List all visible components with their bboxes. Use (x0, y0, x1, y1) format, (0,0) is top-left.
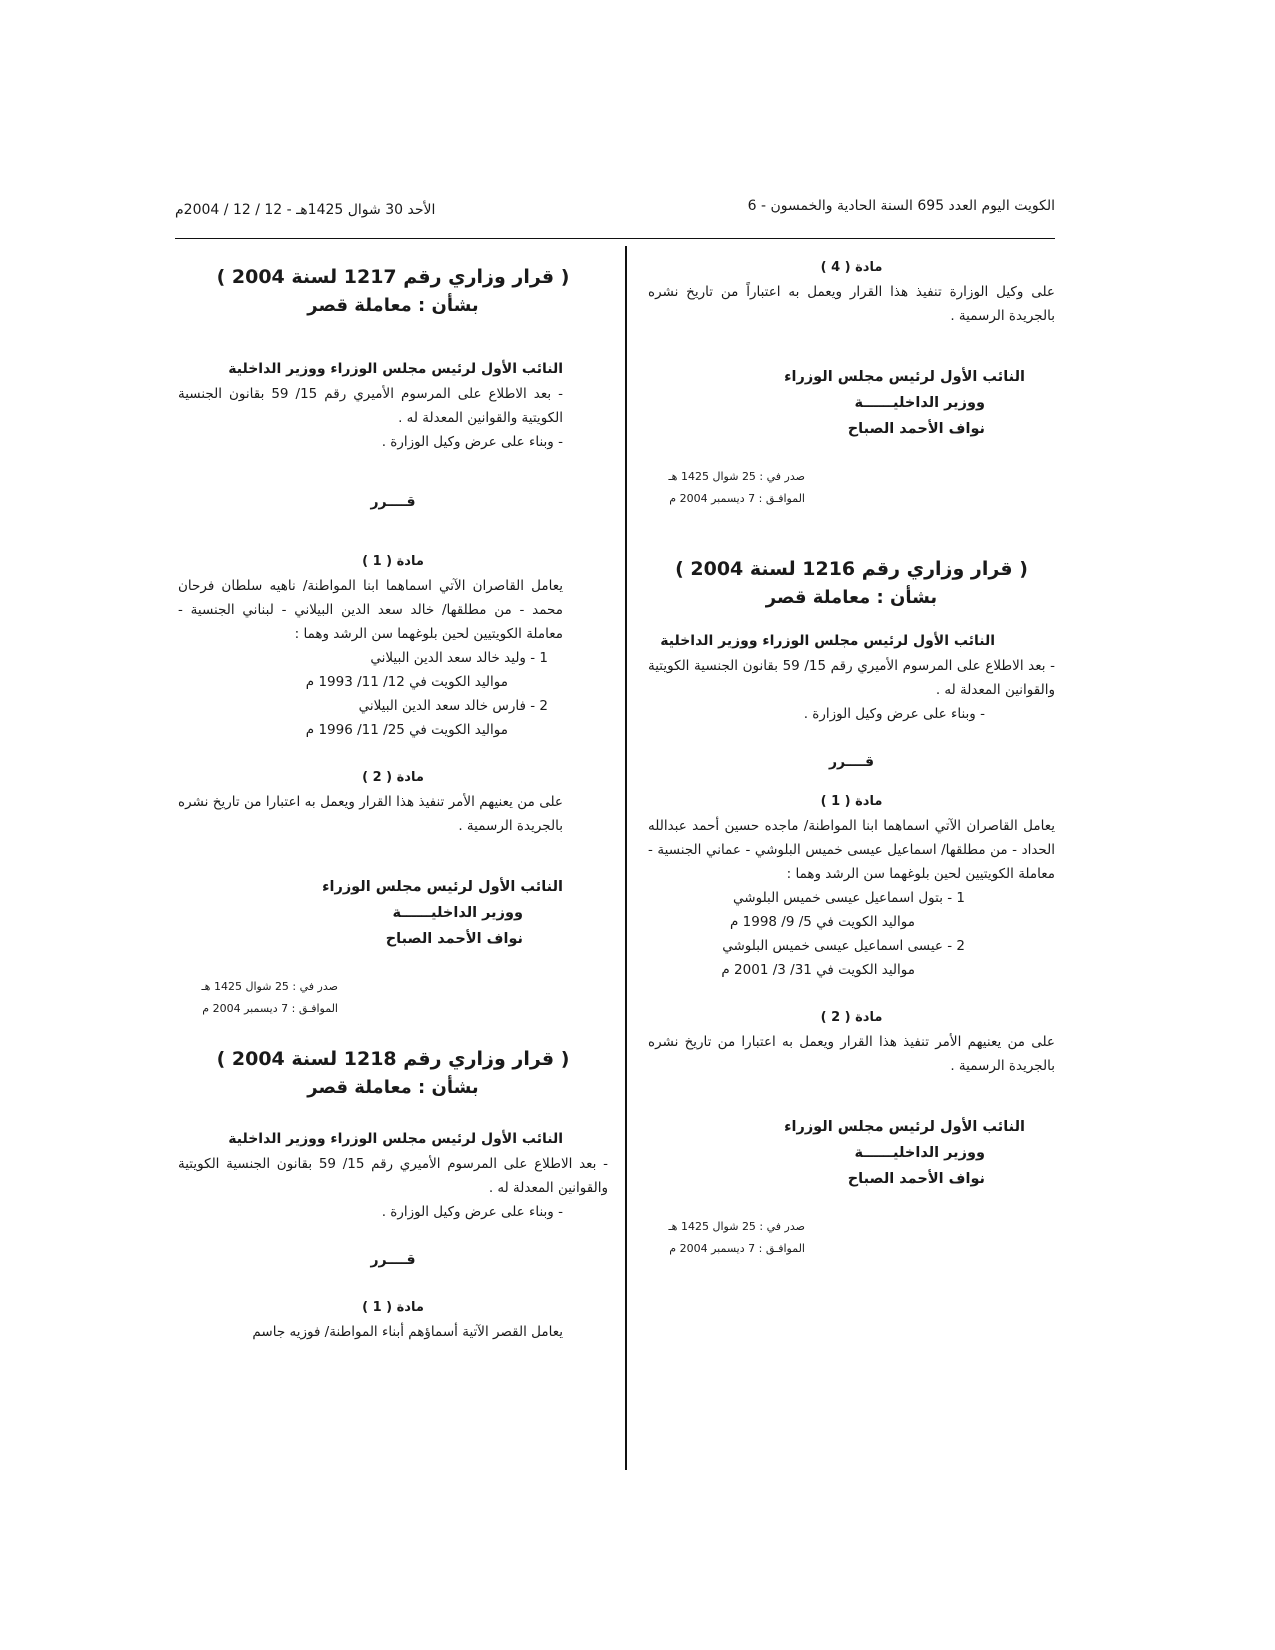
issued-date-gregorian: الموافـق : 7 ديسمبر 2004 م (669, 492, 805, 505)
preamble-item: - بعد الاطلاع على المرسوم الأميري رقم 15/ 59 بقانون الجنسية الكويتية والقوانين المعدلة له . (178, 386, 564, 426)
minor-birth: مواليد الكويت في 12/ 11/ 1993 م (305, 674, 508, 690)
decides-heading: قــــرر (828, 754, 875, 770)
signature-ministry: ووزير الداخليــــــة (854, 395, 985, 411)
preamble-heading: النائب الأول لرئيس مجلس الوزراء ووزير الداخلية (660, 633, 995, 649)
preamble-item: - بعد الاطلاع على المرسوم الأميري رقم 15/ 59 بقانون الجنسية الكويتية والقوانين المعدلة له . (648, 658, 1055, 698)
decree-title: ( قرار وزاري رقم 1218 لسنة 2004 ) (216, 1048, 570, 1070)
article-heading: مادة ( 2 ) (362, 770, 424, 785)
header-date: الأحد 30 شوال 1425هـ - 12 / 12 / 2004م (175, 202, 436, 218)
decree-1217 (178, 262, 608, 1020)
preamble-item: - وبناء على عرض وكيل الوزارة . (381, 434, 563, 450)
decree-subject: بشأن : معاملة قصر (765, 587, 938, 608)
decree-subject: بشأن : معاملة قصر (307, 1077, 479, 1098)
article-text: على من يعنيهم الأمر تنفيذ هذا القرار ويعمل به اعتبارا من تاريخ نشره بالجريدة الرسمية . (178, 794, 563, 834)
preamble-item: - وبناء على عرض وكيل الوزارة . (381, 1204, 563, 1220)
decides-heading: قــــرر (370, 494, 416, 510)
article-text: على من يعنيهم الأمر تنفيذ هذا القرار ويعمل به اعتبارا من تاريخ نشره بالجريدة الرسمية . (648, 1034, 1055, 1074)
article-heading: مادة ( 1 ) (362, 554, 424, 569)
article-heading: مادة ( 4 ) (820, 260, 883, 275)
issued-date-hijri: صدر في : 25 شوال 1425 هـ (201, 980, 338, 993)
article-heading: مادة ( 1 ) (362, 1300, 424, 1315)
minor-name: 1 - وليد خالد سعد الدين البيلاني (370, 650, 548, 666)
decree-subject: بشأن : معاملة قصر (307, 295, 479, 316)
preamble-item: - وبناء على عرض وكيل الوزارة . (803, 706, 985, 722)
minor-birth: مواليد الكويت في 31/ 3/ 2001 م (721, 962, 915, 978)
article-heading: مادة ( 1 ) (820, 794, 883, 809)
issued-date-gregorian: الموافـق : 7 ديسمبر 2004 م (202, 1002, 338, 1015)
decides-heading: قــــرر (370, 1252, 416, 1268)
left-column (178, 262, 608, 1344)
header-issue-info: الكويت اليوم العدد 695 السنة الحادية والخمسون - 6 (747, 198, 1055, 214)
issued-date-hijri: صدر في : 25 شوال 1425 هـ (668, 1220, 805, 1233)
right-column (648, 256, 1055, 1260)
signature-title: النائب الأول لرئيس مجلس الوزراء (322, 879, 563, 895)
signature-name: نواف الأحمد الصباح (847, 421, 985, 437)
column-divider (625, 246, 627, 1470)
minor-birth: مواليد الكويت في 25/ 11/ 1996 م (305, 722, 508, 738)
decree-title: ( قرار وزاري رقم 1216 لسنة 2004 ) (675, 558, 1028, 580)
preamble-heading: النائب الأول لرئيس مجلس الوزراء ووزير الداخلية (228, 1131, 563, 1147)
issued-date-gregorian: الموافـق : 7 ديسمبر 2004 م (669, 1242, 805, 1255)
article-text: يعامل القاصران الآتي اسماهما ابنا المواطنة/ ناهيه سلطان فرحان محمد - من مطلقها/ خالد سعد الدين البيلاني - لبناني الجنسية - معاملة الكويتيين لحين بلوغهما سن الرشد وهما : (178, 578, 563, 642)
article-text: على وكيل الوزارة تنفيذ هذا القرار ويعمل به اعتباراً من تاريخ نشره بالجريدة الرسمية . (648, 284, 1055, 324)
article-heading: مادة ( 2 ) (820, 1010, 883, 1025)
signature-name: نواف الأحمد الصباح (847, 1171, 985, 1187)
signature-ministry: ووزير الداخليــــــة (854, 1145, 985, 1161)
signature-name: نواف الأحمد الصباح (385, 931, 523, 947)
signature-ministry: ووزير الداخليــــــة (392, 905, 523, 921)
issued-date-hijri: صدر في : 25 شوال 1425 هـ (668, 470, 805, 483)
preamble-item: - بعد الاطلاع على المرسوم الأميري رقم 15/ 59 بقانون الجنسية الكويتية والقوانين المعدلة له . (178, 1156, 608, 1196)
article-text: يعامل القاصران الآتي اسماهما ابنا المواطنة/ ماجده حسين أحمد عبدالله الحداد - من مطلقها/ اسماعيل عيسى خميس البلوشي - عماني الجنسية - معاملة الكويتيين لحين بلوغهما سن الرشد وهما : (648, 818, 1055, 882)
page-header (175, 198, 1055, 239)
minor-name: 2 - فارس خالد سعد الدين البيلاني (358, 698, 548, 714)
signature-title: النائب الأول لرئيس مجلس الوزراء (784, 369, 1025, 385)
decree-title: ( قرار وزاري رقم 1217 لسنة 2004 ) (216, 266, 570, 288)
signature-title: النائب الأول لرئيس مجلس الوزراء (784, 1119, 1025, 1135)
preamble-heading: النائب الأول لرئيس مجلس الوزراء ووزير الداخلية (228, 361, 563, 377)
article-text: يعامل القصر الآتية أسماؤهم أبناء المواطنة/ فوزيه جاسم (252, 1324, 563, 1340)
minor-birth: مواليد الكويت في 5/ 9/ 1998 م (729, 914, 915, 930)
previous-decree-continuation (648, 256, 1055, 510)
minor-name: 1 - بتول اسماعيل عيسى خميس البلوشي (733, 890, 965, 906)
minor-name: 2 - عيسى اسماعيل عيسى خميس البلوشي (722, 938, 965, 954)
decree-1218 (178, 1044, 608, 1344)
decree-1216 (648, 554, 1055, 1260)
